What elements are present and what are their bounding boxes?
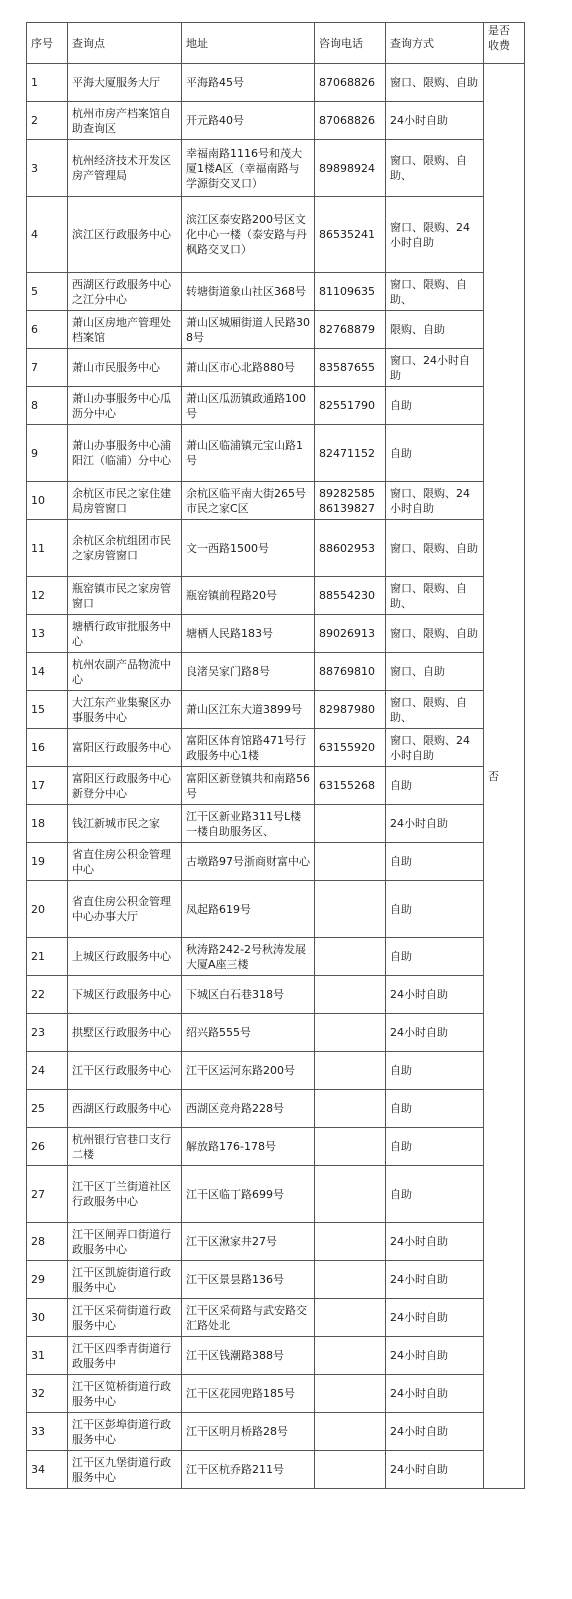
row-number: 27 bbox=[27, 1166, 68, 1223]
query-point: 江干区笕桥街道行政服务中心 bbox=[68, 1375, 182, 1413]
address: 萧山区城厢街道人民路308号 bbox=[182, 311, 315, 349]
query-point: 拱墅区行政服务中心 bbox=[68, 1014, 182, 1052]
query-method: 窗口、限购、自助、 bbox=[386, 140, 484, 197]
address: 平海路45号 bbox=[182, 64, 315, 102]
address: 转塘街道象山社区368号 bbox=[182, 273, 315, 311]
row-number: 9 bbox=[27, 425, 68, 482]
header-no: 序号 bbox=[27, 23, 68, 64]
query-method: 24小时自助 bbox=[386, 102, 484, 140]
address: 开元路40号 bbox=[182, 102, 315, 140]
phone bbox=[315, 1261, 386, 1299]
query-method: 窗口、限购、自助 bbox=[386, 520, 484, 577]
phone: 82987980 bbox=[315, 691, 386, 729]
row-number: 4 bbox=[27, 197, 68, 273]
query-method: 24小时自助 bbox=[386, 1413, 484, 1451]
address: 下城区白石巷318号 bbox=[182, 976, 315, 1014]
table-row bbox=[27, 520, 525, 577]
address: 江干区采荷路与武安路交汇路处北 bbox=[182, 1299, 315, 1337]
query-method: 窗口、限购、24小时自助 bbox=[386, 197, 484, 273]
row-number: 17 bbox=[27, 767, 68, 805]
address: 滨江区泰安路200号区文化中心一楼（泰安路与丹枫路交叉口） bbox=[182, 197, 315, 273]
address: 余杭区临平南大街265号市民之家C区 bbox=[182, 482, 315, 520]
query-method: 窗口、24小时自助 bbox=[386, 349, 484, 387]
query-point: 杭州经济技术开发区房产管理局 bbox=[68, 140, 182, 197]
query-point: 钱江新城市民之家 bbox=[68, 805, 182, 843]
row-number: 34 bbox=[27, 1451, 68, 1489]
table-row bbox=[27, 425, 525, 482]
fee-value: 否 bbox=[484, 64, 525, 1489]
phone bbox=[315, 805, 386, 843]
phone bbox=[315, 1090, 386, 1128]
row-number: 33 bbox=[27, 1413, 68, 1451]
query-method: 24小时自助 bbox=[386, 1375, 484, 1413]
query-point: 江干区采荷街道行政服务中心 bbox=[68, 1299, 182, 1337]
query-method: 自助 bbox=[386, 843, 484, 881]
address: 富阳区体育馆路471号行政服务中心1楼 bbox=[182, 729, 315, 767]
address: 良渚吴家门路8号 bbox=[182, 653, 315, 691]
address: 西湖区竞舟路228号 bbox=[182, 1090, 315, 1128]
query-point: 江干区四季青街道行政服务中 bbox=[68, 1337, 182, 1375]
query-method: 窗口、限购、24小时自助 bbox=[386, 482, 484, 520]
row-number: 20 bbox=[27, 881, 68, 938]
table-row bbox=[27, 881, 525, 938]
address: 富阳区新登镇共和南路56号 bbox=[182, 767, 315, 805]
phone bbox=[315, 1337, 386, 1375]
table-row bbox=[27, 1299, 525, 1337]
phone: 82551790 bbox=[315, 387, 386, 425]
table-row bbox=[27, 102, 525, 140]
query-point: 下城区行政服务中心 bbox=[68, 976, 182, 1014]
address: 塘栖人民路183号 bbox=[182, 615, 315, 653]
query-method: 窗口、限购、自助、 bbox=[386, 273, 484, 311]
table-row bbox=[27, 577, 525, 615]
table-row bbox=[27, 805, 525, 843]
phone: 87068826 bbox=[315, 102, 386, 140]
row-number: 32 bbox=[27, 1375, 68, 1413]
address: 江干区杭乔路211号 bbox=[182, 1451, 315, 1489]
row-number: 1 bbox=[27, 64, 68, 102]
row-number: 23 bbox=[27, 1014, 68, 1052]
table-row bbox=[27, 482, 525, 520]
phone bbox=[315, 1166, 386, 1223]
address: 古墩路97号浙商财富中心 bbox=[182, 843, 315, 881]
address: 秋涛路242-2号秋涛发展大厦A座三楼 bbox=[182, 938, 315, 976]
query-point: 瓶窑镇市民之家房管窗口 bbox=[68, 577, 182, 615]
address: 江干区景昙路136号 bbox=[182, 1261, 315, 1299]
query-method: 自助 bbox=[386, 881, 484, 938]
row-number: 30 bbox=[27, 1299, 68, 1337]
header-method: 查询方式 bbox=[386, 23, 484, 64]
row-number: 16 bbox=[27, 729, 68, 767]
row-number: 29 bbox=[27, 1261, 68, 1299]
table-row bbox=[27, 1166, 525, 1223]
phone bbox=[315, 938, 386, 976]
query-point: 萧山区房地产管理处档案馆 bbox=[68, 311, 182, 349]
query-method: 24小时自助 bbox=[386, 805, 484, 843]
query-method: 24小时自助 bbox=[386, 1223, 484, 1261]
phone bbox=[315, 1413, 386, 1451]
phone: 87068826 bbox=[315, 64, 386, 102]
row-number: 22 bbox=[27, 976, 68, 1014]
query-point: 富阳区行政服务中心新登分中心 bbox=[68, 767, 182, 805]
query-point: 杭州银行官巷口支行二楼 bbox=[68, 1128, 182, 1166]
query-method: 24小时自助 bbox=[386, 1299, 484, 1337]
query-point: 滨江区行政服务中心 bbox=[68, 197, 182, 273]
table-row bbox=[27, 311, 525, 349]
phone: 89898924 bbox=[315, 140, 386, 197]
phone bbox=[315, 1223, 386, 1261]
row-number: 14 bbox=[27, 653, 68, 691]
query-method: 自助 bbox=[386, 1128, 484, 1166]
table-row bbox=[27, 1223, 525, 1261]
row-number: 8 bbox=[27, 387, 68, 425]
table-row bbox=[27, 767, 525, 805]
row-number: 21 bbox=[27, 938, 68, 976]
address: 萧山区瓜沥镇政通路100号 bbox=[182, 387, 315, 425]
table-row bbox=[27, 197, 525, 273]
phone: 89026913 bbox=[315, 615, 386, 653]
query-point: 江干区彭埠街道行政服务中心 bbox=[68, 1413, 182, 1451]
query-points-table bbox=[26, 22, 525, 1489]
query-points-table-wrapper bbox=[26, 22, 524, 1489]
phone: 88769810 bbox=[315, 653, 386, 691]
address: 江干区新业路311号L楼一楼自助服务区、 bbox=[182, 805, 315, 843]
query-point: 江干区行政服务中心 bbox=[68, 1052, 182, 1090]
table-header-row bbox=[27, 23, 525, 64]
phone bbox=[315, 1375, 386, 1413]
table-row bbox=[27, 387, 525, 425]
row-number: 18 bbox=[27, 805, 68, 843]
query-point: 省直住房公积金管理中心办事大厅 bbox=[68, 881, 182, 938]
table-row bbox=[27, 1052, 525, 1090]
phone bbox=[315, 843, 386, 881]
table-row bbox=[27, 938, 525, 976]
table-row bbox=[27, 349, 525, 387]
row-number: 12 bbox=[27, 577, 68, 615]
query-point: 萧山市民服务中心 bbox=[68, 349, 182, 387]
phone bbox=[315, 1052, 386, 1090]
table-row bbox=[27, 1413, 525, 1451]
table-body bbox=[27, 64, 525, 1489]
query-method: 24小时自助 bbox=[386, 1451, 484, 1489]
header-fee: 是否收费 bbox=[484, 23, 525, 64]
address: 江干区湫家井27号 bbox=[182, 1223, 315, 1261]
query-point: 平海大厦服务大厅 bbox=[68, 64, 182, 102]
phone bbox=[315, 1299, 386, 1337]
query-point: 余杭区余杭组团市民之家房管窗口 bbox=[68, 520, 182, 577]
query-method: 24小时自助 bbox=[386, 1261, 484, 1299]
query-method: 自助 bbox=[386, 1090, 484, 1128]
phone: 63155268 bbox=[315, 767, 386, 805]
phone bbox=[315, 1451, 386, 1489]
query-point: 江干区凯旋街道行政服务中心 bbox=[68, 1261, 182, 1299]
query-point: 上城区行政服务中心 bbox=[68, 938, 182, 976]
query-method: 自助 bbox=[386, 1166, 484, 1223]
phone: 63155920 bbox=[315, 729, 386, 767]
phone bbox=[315, 976, 386, 1014]
query-method: 24小时自助 bbox=[386, 1014, 484, 1052]
phone: 82471152 bbox=[315, 425, 386, 482]
row-number: 19 bbox=[27, 843, 68, 881]
table-row bbox=[27, 273, 525, 311]
query-point: 江干区闸弄口街道行政服务中心 bbox=[68, 1223, 182, 1261]
query-point: 杭州农副产品物流中心 bbox=[68, 653, 182, 691]
table-row bbox=[27, 64, 525, 102]
table-row bbox=[27, 615, 525, 653]
address: 文一西路1500号 bbox=[182, 520, 315, 577]
query-point: 大江东产业集聚区办事服务中心 bbox=[68, 691, 182, 729]
query-point: 塘栖行政审批服务中心 bbox=[68, 615, 182, 653]
query-point: 江干区九堡街道行政服务中心 bbox=[68, 1451, 182, 1489]
query-point: 杭州市房产档案馆自助查询区 bbox=[68, 102, 182, 140]
query-method: 窗口、限购、自助、 bbox=[386, 691, 484, 729]
query-method: 自助 bbox=[386, 387, 484, 425]
table-row bbox=[27, 1014, 525, 1052]
row-number: 26 bbox=[27, 1128, 68, 1166]
query-method: 自助 bbox=[386, 425, 484, 482]
row-number: 3 bbox=[27, 140, 68, 197]
row-number: 2 bbox=[27, 102, 68, 140]
query-point: 余杭区市民之家住建局房管窗口 bbox=[68, 482, 182, 520]
row-number: 5 bbox=[27, 273, 68, 311]
table-row bbox=[27, 1090, 525, 1128]
address: 萧山区市心北路880号 bbox=[182, 349, 315, 387]
address: 解放路176-178号 bbox=[182, 1128, 315, 1166]
table-row bbox=[27, 976, 525, 1014]
address: 江干区临丁路699号 bbox=[182, 1166, 315, 1223]
query-method: 限购、自助 bbox=[386, 311, 484, 349]
query-method: 窗口、限购、自助 bbox=[386, 615, 484, 653]
table-row bbox=[27, 1451, 525, 1489]
row-number: 6 bbox=[27, 311, 68, 349]
query-method: 窗口、限购、24小时自助 bbox=[386, 729, 484, 767]
phone bbox=[315, 1128, 386, 1166]
query-point: 省直住房公积金管理中心 bbox=[68, 843, 182, 881]
address: 幸福南路1116号和茂大厦1楼A区（幸福南路与学源街交叉口） bbox=[182, 140, 315, 197]
query-method: 窗口、限购、自助、 bbox=[386, 577, 484, 615]
row-number: 11 bbox=[27, 520, 68, 577]
row-number: 13 bbox=[27, 615, 68, 653]
row-number: 25 bbox=[27, 1090, 68, 1128]
address: 江干区钱潮路388号 bbox=[182, 1337, 315, 1375]
query-method: 窗口、自助 bbox=[386, 653, 484, 691]
query-point: 萧山办事服务中心浦阳江（临浦）分中心 bbox=[68, 425, 182, 482]
address: 瓶窑镇前程路20号 bbox=[182, 577, 315, 615]
query-method: 自助 bbox=[386, 767, 484, 805]
row-number: 15 bbox=[27, 691, 68, 729]
header-query-point: 查询点 bbox=[68, 23, 182, 64]
phone bbox=[315, 881, 386, 938]
row-number: 31 bbox=[27, 1337, 68, 1375]
table-row bbox=[27, 843, 525, 881]
query-point: 西湖区行政服务中心之江分中心 bbox=[68, 273, 182, 311]
query-point: 江干区丁兰街道社区行政服务中心 bbox=[68, 1166, 182, 1223]
table-row bbox=[27, 140, 525, 197]
address: 江干区运河东路200号 bbox=[182, 1052, 315, 1090]
phone: 89282585 86139827 bbox=[315, 482, 386, 520]
table-row bbox=[27, 691, 525, 729]
table-row bbox=[27, 1261, 525, 1299]
query-method: 24小时自助 bbox=[386, 1337, 484, 1375]
query-method: 窗口、限购、自助 bbox=[386, 64, 484, 102]
row-number: 7 bbox=[27, 349, 68, 387]
row-number: 28 bbox=[27, 1223, 68, 1261]
query-point: 西湖区行政服务中心 bbox=[68, 1090, 182, 1128]
address: 江干区明月桥路28号 bbox=[182, 1413, 315, 1451]
phone: 88554230 bbox=[315, 577, 386, 615]
header-address: 地址 bbox=[182, 23, 315, 64]
address: 凤起路619号 bbox=[182, 881, 315, 938]
phone bbox=[315, 1014, 386, 1052]
phone: 81109635 bbox=[315, 273, 386, 311]
query-point: 富阳区行政服务中心 bbox=[68, 729, 182, 767]
phone: 83587655 bbox=[315, 349, 386, 387]
query-method: 24小时自助 bbox=[386, 976, 484, 1014]
table-row bbox=[27, 1375, 525, 1413]
table-row bbox=[27, 729, 525, 767]
row-number: 10 bbox=[27, 482, 68, 520]
phone: 86535241 bbox=[315, 197, 386, 273]
table-row bbox=[27, 1128, 525, 1166]
header-phone: 咨询电话 bbox=[315, 23, 386, 64]
address: 萧山区江东大道3899号 bbox=[182, 691, 315, 729]
query-method: 自助 bbox=[386, 938, 484, 976]
table-row bbox=[27, 653, 525, 691]
query-point: 萧山办事服务中心瓜沥分中心 bbox=[68, 387, 182, 425]
address: 萧山区临浦镇元宝山路1号 bbox=[182, 425, 315, 482]
query-method: 自助 bbox=[386, 1052, 484, 1090]
row-number: 24 bbox=[27, 1052, 68, 1090]
address: 绍兴路555号 bbox=[182, 1014, 315, 1052]
phone: 88602953 bbox=[315, 520, 386, 577]
address: 江干区花园兜路185号 bbox=[182, 1375, 315, 1413]
table-row bbox=[27, 1337, 525, 1375]
phone: 82768879 bbox=[315, 311, 386, 349]
